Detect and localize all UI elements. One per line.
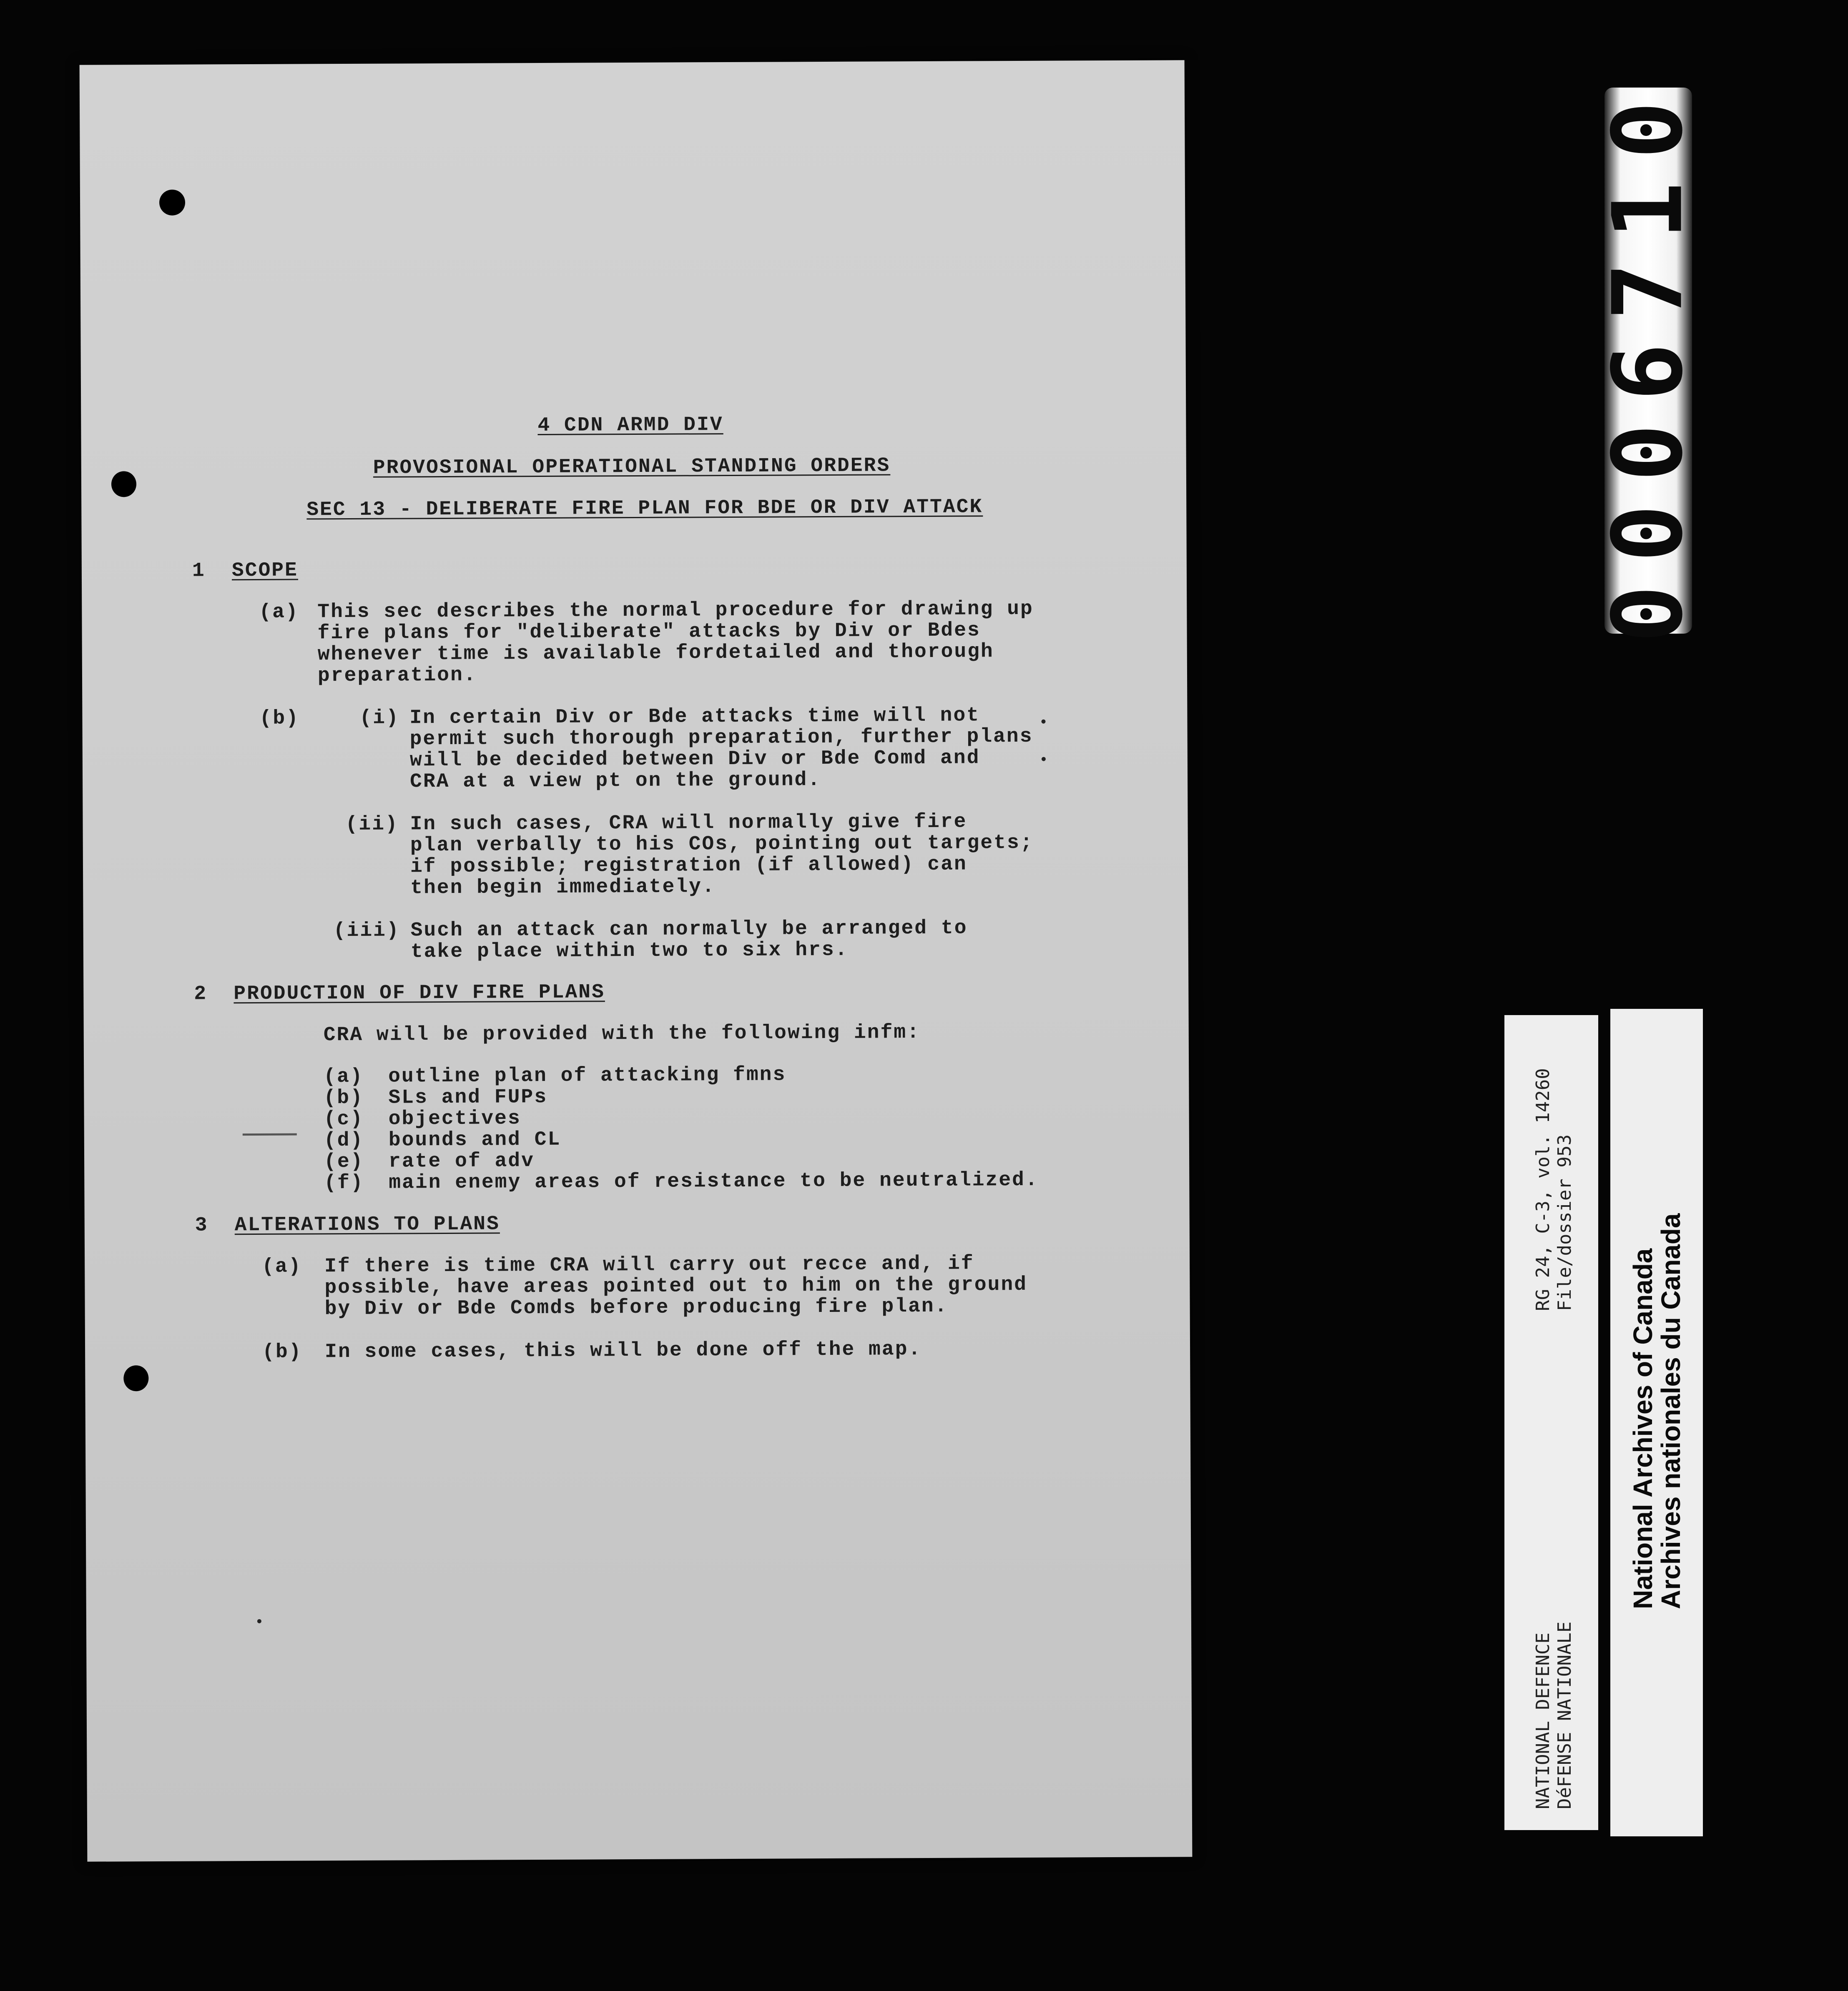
paragraph-line: CRA at a view pt on the ground. bbox=[410, 769, 821, 793]
paragraph-line: fire plans for "deliberate" attacks by Div or Bdes bbox=[317, 619, 981, 645]
list-item: SLs and FUPs bbox=[388, 1086, 548, 1109]
sub-item-label: (i) bbox=[359, 707, 399, 730]
archive-name-french: Archives nationales du Canada bbox=[1656, 1213, 1686, 1609]
paragraph-line: take place within two to six hrs. bbox=[410, 938, 849, 963]
paragraph-line: plan verbally to his COs, pointing out targets; bbox=[410, 831, 1034, 857]
paragraph-line: This sec describes the normal procedure for drawing up bbox=[317, 597, 1034, 624]
document-heading-orders: PROVOSIONAL OPERATIONAL STANDING ORDERS bbox=[373, 454, 891, 479]
list-label: (d) bbox=[324, 1129, 364, 1152]
department-english: NATIONAL DEFENCE bbox=[1532, 1632, 1554, 1809]
paragraph-line: then begin immediately. bbox=[410, 875, 716, 900]
list-label: (c) bbox=[324, 1108, 364, 1131]
paragraph-line: If there is time CRA will carry out recce and, if bbox=[324, 1252, 974, 1278]
list-item: main enemy areas of resistance to be neutralized. bbox=[389, 1169, 1039, 1194]
list-label: (b) bbox=[324, 1086, 364, 1110]
list-item: objectives bbox=[388, 1107, 521, 1131]
paragraph-line: In some cases, this will be done off the map. bbox=[324, 1338, 922, 1364]
paragraph-line: In such cases, CRA will normally give fire bbox=[410, 810, 967, 836]
section-number: 3 bbox=[195, 1214, 208, 1237]
ink-speck bbox=[1042, 757, 1046, 761]
document-heading-section: SEC 13 - DELIBERATE FIRE PLAN FOR BDE OR DIV ATTACK bbox=[306, 496, 983, 522]
list-item: outline plan of attacking fmns bbox=[388, 1063, 786, 1088]
punch-hole-bottom bbox=[123, 1365, 148, 1391]
reference-file: File/dossier 953 bbox=[1554, 1134, 1575, 1311]
section-title-production: PRODUCTION OF DIV FIRE PLANS bbox=[234, 981, 605, 1006]
item-label: (b) bbox=[259, 707, 299, 730]
section-number: 2 bbox=[194, 983, 208, 1006]
archive-name-english: National Archives of Canada bbox=[1628, 1248, 1658, 1609]
paragraph-line: whenever time is available fordetailed and thorough bbox=[317, 640, 994, 666]
department-french: DéFENSE NATIONALE bbox=[1554, 1621, 1575, 1809]
paragraph-line: by Div or Bde Comds before producing fire plan. bbox=[324, 1295, 948, 1321]
ink-speck bbox=[1041, 720, 1045, 724]
item-label: (a) bbox=[262, 1255, 302, 1278]
document-heading-division: 4 CDN ARMD DIV bbox=[537, 414, 723, 437]
list-label: (a) bbox=[324, 1065, 364, 1088]
reference-volume: RG 24, C-3, vol. 14260 bbox=[1532, 1068, 1554, 1311]
punch-hole-top bbox=[159, 190, 185, 216]
paragraph-line: Such an attack can normally be arranged to bbox=[410, 917, 968, 942]
paragraph-line: permit such thorough preparation, further plans bbox=[409, 725, 1033, 751]
section-title-alterations: ALTERATIONS TO PLANS bbox=[234, 1213, 500, 1237]
item-label: (a) bbox=[259, 601, 299, 624]
paragraph-line: will be decided between Div or Bde Comd and bbox=[409, 747, 980, 772]
frame-number-label bbox=[1592, 78, 1704, 643]
paragraph-line: preparation. bbox=[317, 664, 477, 687]
section-title-scope: SCOPE bbox=[231, 559, 299, 582]
archive-label bbox=[1610, 1009, 1703, 1836]
list-label: (e) bbox=[324, 1150, 364, 1174]
paragraph-line: if possible; registration (if allowed) can bbox=[410, 853, 967, 878]
sub-item-label: (iii) bbox=[333, 919, 400, 943]
document-page bbox=[80, 60, 1193, 1862]
punch-hole-middle bbox=[111, 471, 136, 497]
margin-mark bbox=[243, 1133, 297, 1136]
ink-speck bbox=[257, 1619, 261, 1623]
reference-slip bbox=[1504, 1015, 1598, 1830]
list-item: bounds and CL bbox=[388, 1128, 561, 1152]
frame-number: 0006710 bbox=[1592, 78, 1704, 643]
sub-item-label: (ii) bbox=[345, 813, 399, 836]
list-item: rate of adv bbox=[388, 1150, 535, 1173]
paragraph-line: possible, have areas pointed out to him on the ground bbox=[324, 1273, 1028, 1299]
paragraph-line: In certain Div or Bde attacks time will not bbox=[409, 704, 980, 730]
paragraph-line: CRA will be provided with the following infm: bbox=[323, 1021, 921, 1047]
section-number: 1 bbox=[192, 559, 206, 582]
item-label: (b) bbox=[262, 1341, 302, 1364]
list-label: (f) bbox=[324, 1171, 364, 1195]
